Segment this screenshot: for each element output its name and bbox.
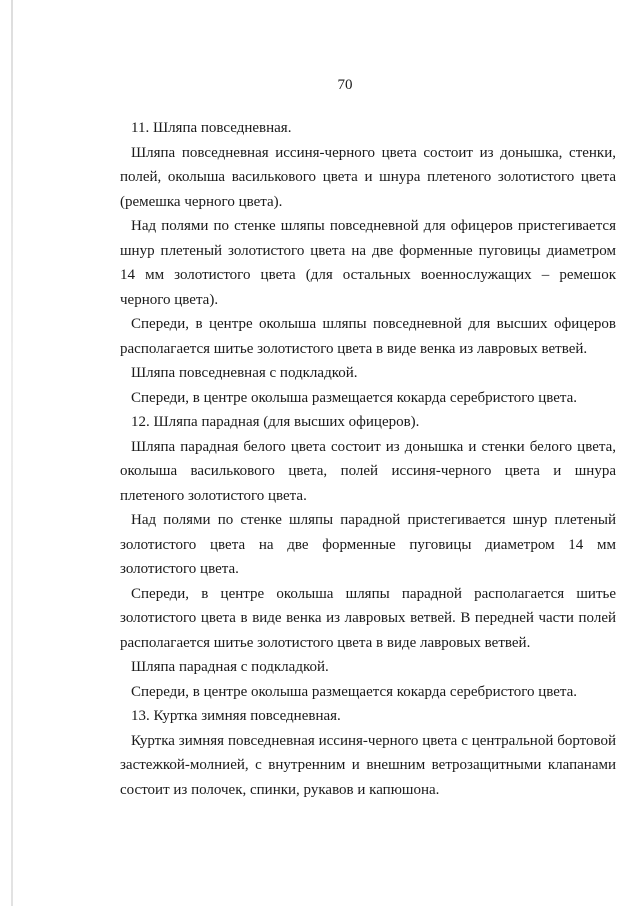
paragraph: Над полями по стенке шляпы повседневной для офицеров пристегивается шнур плетеный золотистого цвета на две форменные пуговицы диаметром 14 мм золотистого цвета (для остальных военнослужащих – ремешок черного цвета).	[120, 218, 616, 308]
section-heading-11: 11. Шляпа повседневная.	[131, 120, 292, 136]
paragraph: Спереди, в центре околыша размещается кокарда серебристого цвета.	[131, 683, 578, 700]
paragraph: Над полями по стенке шляпы парадной пристегивается шнур плетеный золотистого цвета на две форменные пуговицы диаметром 14 мм золотистого цвета.	[120, 512, 616, 577]
page-number: 70	[337, 77, 353, 93]
paragraph: Спереди, в центре околыша размещается кокарда серебристого цвета.	[131, 389, 578, 406]
scan-edge-mark	[11, 0, 13, 906]
section-heading-12: 12. Шляпа парадная (для высших офицеров).	[131, 414, 420, 430]
document-body	[120, 116, 616, 802]
section-heading-13: 13. Куртка зимняя повседневная.	[131, 708, 341, 724]
paragraph: Шляпа повседневная с подкладкой.	[131, 365, 358, 381]
paragraph: Шляпа парадная белого цвета состоит из донышка и стенки белого цвета, околыша василькового цвета, полей иссиня-черного цвета и шнура плетеного золотистого цвета.	[120, 438, 616, 504]
paragraph: Спереди, в центре околыша шляпы повседневной для высших офицеров располагается шитье золотистого цвета в виде венка из лавровых ветвей.	[120, 316, 616, 357]
paragraph: Шляпа парадная с подкладкой.	[131, 659, 329, 675]
paragraph: Шляпа повседневная иссиня-черного цвета состоит из донышка, стенки, полей, околыша василькового цвета и шнура плетеного золотистого цвета (ремешка черного цвета).	[120, 144, 616, 210]
paragraph: Спереди, в центре околыша шляпы парадной располагается шитье золотистого цвета в виде венка из лавровых ветвей. В передней части полей располагается шитье золотистого цвета в виде лавровых ветвей.	[120, 585, 616, 651]
paragraph: Куртка зимняя повседневная иссиня-черного цвета с центральной бортовой застежкой-молнией, с внутренним и внешним ветрозащитными клапанами состоит из полочек, спинки, рукавов и капюшона.	[120, 732, 616, 798]
